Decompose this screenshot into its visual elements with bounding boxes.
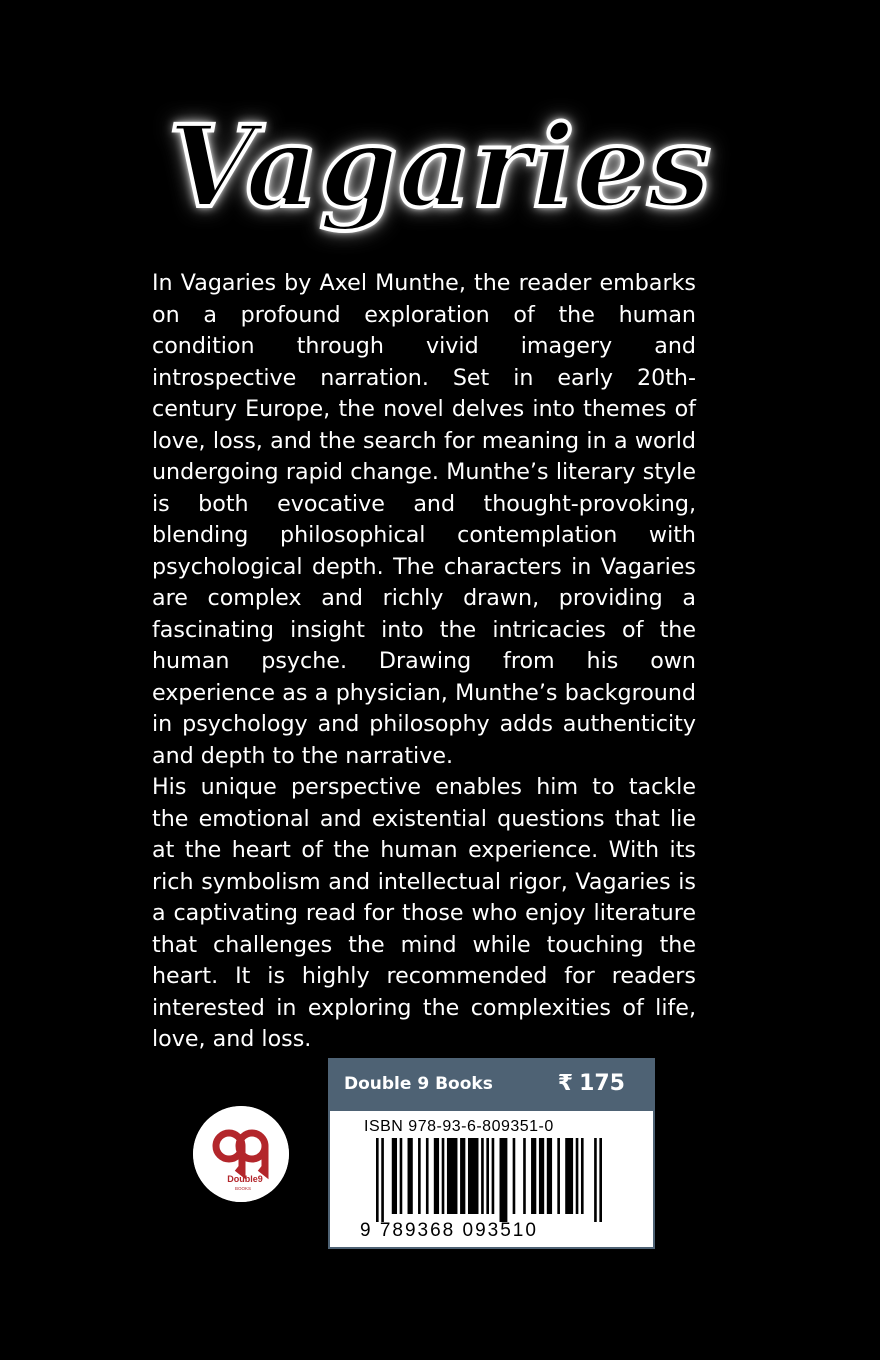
- barcode-bar: [565, 1138, 573, 1214]
- barcode-bar: [408, 1138, 413, 1214]
- blurb-paragraph-2: His unique perspective enables him to tackle the emotional and existential questions that lie at the heart of the human experience. With its rich symbolism and intellectual rigor, Vagaries is a captivating read for those who enjoy literature that challenges the mind while touching the heart. It is highly recommended for readers interested in exploring the complexities of life, love, and loss.: [152, 774, 696, 1052]
- barcode-bar: [434, 1138, 439, 1214]
- barcode-bar: [468, 1138, 479, 1214]
- double9-logo-icon: [193, 1106, 289, 1202]
- barcode-bar: [447, 1138, 458, 1214]
- barcode-graphic: [376, 1138, 602, 1222]
- barcode-bar: [594, 1138, 597, 1222]
- barcode-bar: [547, 1138, 552, 1214]
- barcode-bar: [426, 1138, 429, 1214]
- price-band: [330, 1060, 653, 1111]
- barcode-bar: [392, 1138, 397, 1214]
- isbn-label: ISBN 978-93-6-809351-0: [364, 1118, 554, 1135]
- barcode-bar: [381, 1138, 384, 1222]
- barcode-bar: [500, 1138, 508, 1222]
- barcode-bar: [442, 1138, 445, 1214]
- rupee-symbol: ₹: [557, 1071, 574, 1096]
- barcode-bar: [460, 1138, 465, 1214]
- barcode-bar: [557, 1138, 560, 1214]
- barcode-bar: [576, 1138, 579, 1214]
- barcode-bar: [523, 1138, 526, 1214]
- price-barcode-box: [328, 1058, 655, 1249]
- publisher-name: Double 9 Books: [344, 1074, 493, 1094]
- blurb-paragraph-1: In Vagaries by Axel Munthe, the reader embarks on a profound exploration of the human condition through vivid imagery and introspective narration. Set in early 20th-century Europe, the novel delves into themes of love, loss, and the search for meaning in a world undergoing rapid change. Munthe’s literary style is both evocative and thought-provoking, blending philosophical contemplation with psychological depth. The characters in Vagaries are complex and richly drawn, providing a fascinating insight into the intricacies of the human psyche. Drawing from his own experience as a physician, Munthe’s background in psychology and philosophy adds authenticity and depth to the narrative.: [152, 270, 696, 769]
- barcode-bar: [492, 1138, 495, 1214]
- barcode-bar: [486, 1138, 489, 1214]
- book-price: [558, 1071, 625, 1096]
- logo-sub-text: BOOKS: [234, 1186, 252, 1191]
- barcode-bar: [376, 1138, 379, 1222]
- barcode-bar: [581, 1138, 584, 1214]
- barcode-digits: 9 789368 093510: [360, 1220, 538, 1241]
- barcode-bar: [599, 1138, 602, 1222]
- barcode-bar: [418, 1138, 421, 1214]
- barcode-bar: [531, 1138, 536, 1214]
- barcode-bar: [513, 1138, 516, 1214]
- barcode-bar: [539, 1138, 544, 1214]
- book-title: Vagaries: [168, 102, 712, 233]
- price-value: 175: [579, 1071, 625, 1096]
- barcode-bar: [481, 1138, 484, 1214]
- logo-brand-text: Double9: [227, 1174, 263, 1184]
- barcode-bar: [400, 1138, 403, 1214]
